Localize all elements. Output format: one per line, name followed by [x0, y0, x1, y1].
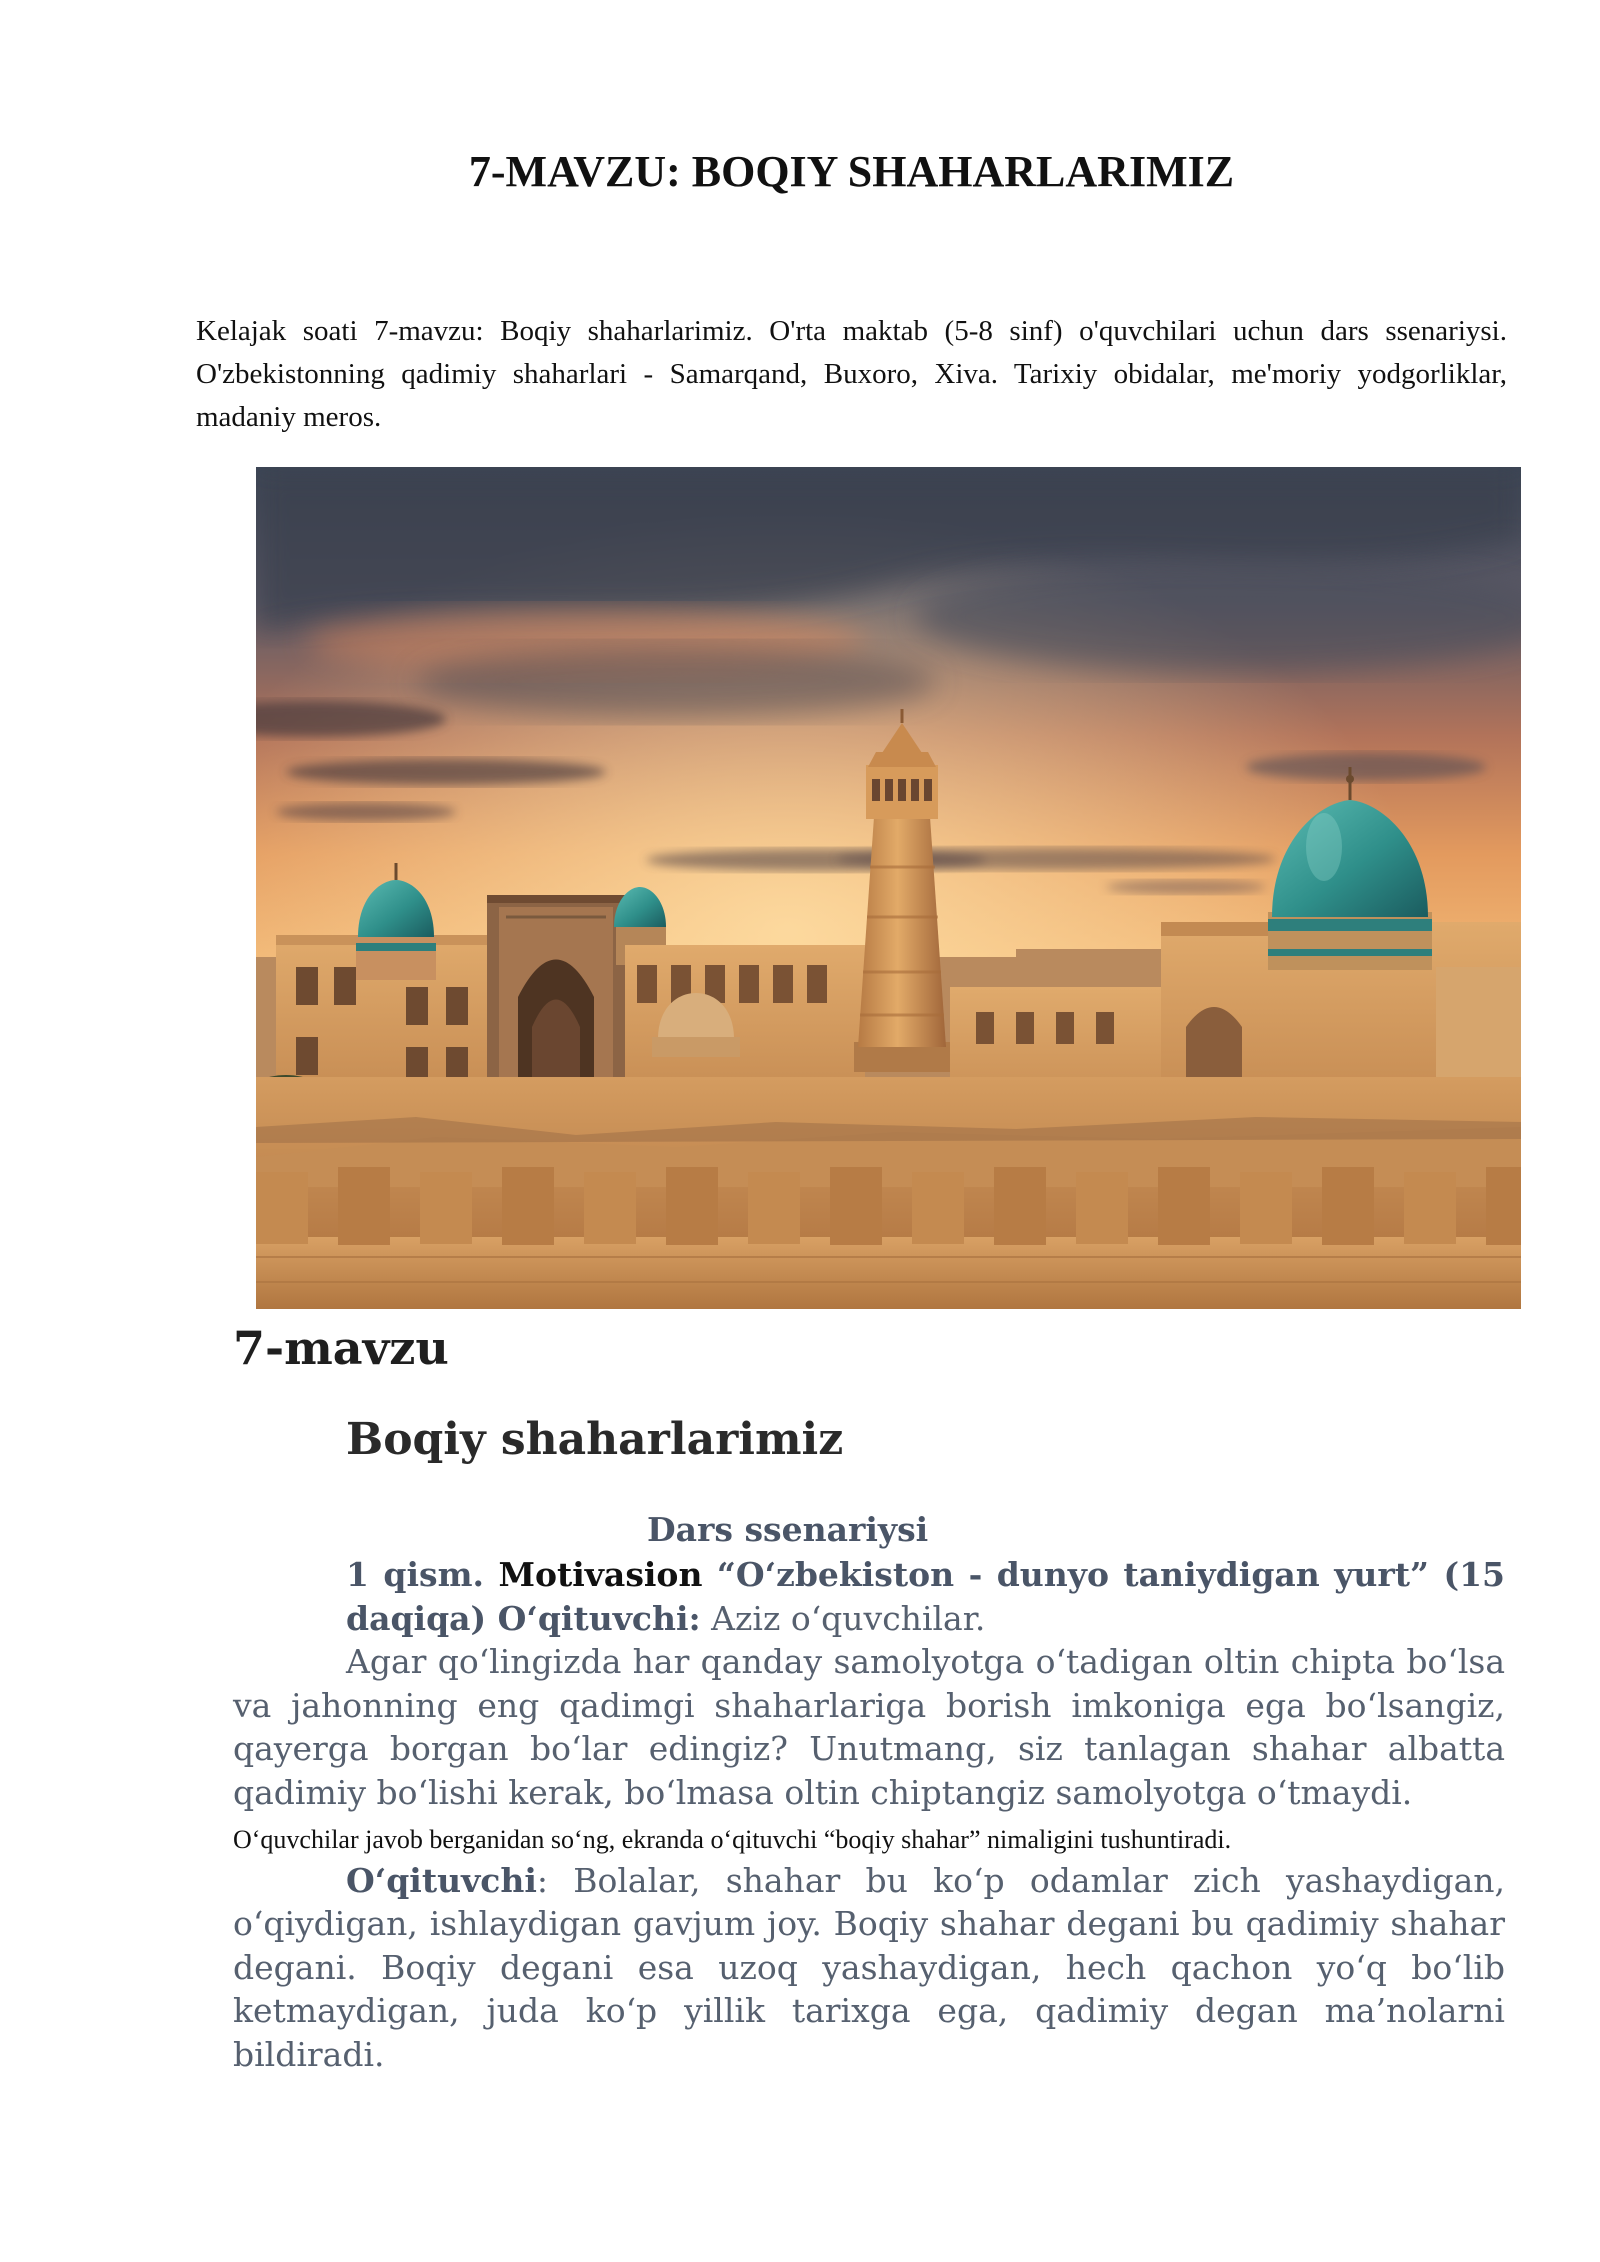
greeting-text: Aziz o‘quvchilar. — [700, 1598, 986, 1638]
document-title: 7-MAVZU: BOQIY SHAHARLARIMIZ — [468, 147, 1235, 196]
explanation-paragraph — [233, 1859, 1505, 2077]
intro-paragraph: Kelajak soati 7-mavzu: Boqiy shaharlarimiz. O'rta maktab (5-8 sinf) o'quvchilari uchun dars ssenariysi. O'zbekistonning qadimiy shaharlari - Samarqand, Buxoro, Xiva. Tarixiy obidalar, me'moriy yodgorliklar, madaniy meros. — [196, 315, 1507, 433]
part-theme: “O‘zbekiston - dunyo taniydigan yurt” (15 daqiqa) O‘qituvchi: — [346, 1555, 1505, 1638]
lesson-body — [233, 1553, 1505, 2077]
teacher-note: O‘quvchilar javob berganidan so‘ng, ekranda o‘qituvchi “boqiy shahar” nimaligini tushuntiradi. — [233, 1824, 1232, 1854]
question-paragraph: Agar qo‘lingizda har qanday samolyotga o‘tadigan oltin chipta bo‘lsa va jahonning eng qadimgi shaharlariga borish imkoniga ega bo‘lsangiz, qayerga borgan bo‘lar edingiz? Unutmang, siz tanlagan shahar albatta qadimiy bo‘lishi kerak, bo‘lmasa oltin chiptangiz samolyotga o‘tmaydi. — [233, 1642, 1505, 1812]
explanation-text: : Bolalar, shahar bu ko‘p odamlar zich yashaydigan, o‘qiydigan, ishlaydigan gavjum joy. Boqiy shahar degani bu qadimiy shahar degani. Boqiy degani esa uzoq yashaydigan, hech qachon yo‘q bo‘lib ketmaydigan, juda ko‘p yillik tarixga ega, qadimiy degan ma’nolarni bildiradi. — [233, 1860, 1505, 2074]
city-skyline-photo — [256, 467, 1521, 1309]
speaker-label: O‘qituvchi — [346, 1860, 537, 1900]
scenario-heading: Dars ssenariysi — [647, 1510, 929, 1549]
part1-paragraph — [346, 1553, 1505, 1640]
stage-label: Motivasion — [484, 1555, 703, 1594]
topic-title-heading: Boqiy shaharlarimiz — [346, 1414, 844, 1465]
part-label: 1 qism. — [346, 1555, 484, 1594]
topic-number-heading: 7-mavzu — [233, 1321, 449, 1375]
